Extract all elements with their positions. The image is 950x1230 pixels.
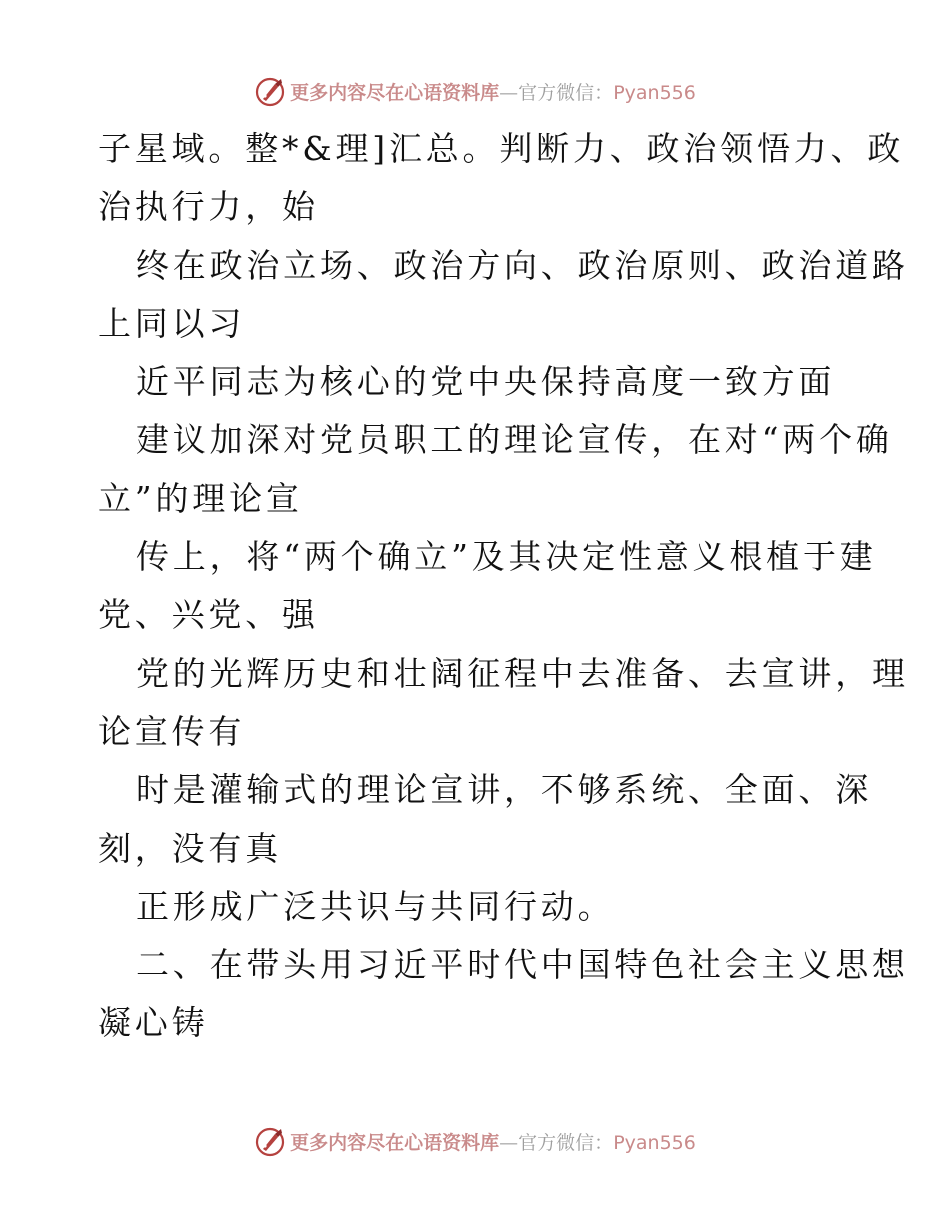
text-line: 时是灌输式的理论宣讲，不够系统、全面、深 xyxy=(136,770,872,810)
watermark-official-label: 官方微信： xyxy=(518,1131,614,1154)
text-line: 近平同志为核心的党中央保持高度一致方面 xyxy=(136,362,836,402)
text-line: 凝心铸 xyxy=(98,1003,209,1043)
quill-pen-logo-icon xyxy=(254,75,286,107)
watermark-official-label: 官方微信： xyxy=(518,81,614,104)
text-line: 建议加深对党员职工的理论宣传，在对“两个确 xyxy=(136,420,893,460)
text-line: 传上，将“两个确立”及其决定性意义根植于建 xyxy=(136,537,877,577)
watermark-text xyxy=(290,78,696,105)
quill-pen-logo-icon xyxy=(254,1125,286,1157)
text-line: 终在政治立场、政治方向、政治原则、政治道路 xyxy=(136,245,909,285)
watermark-dash: — xyxy=(499,1131,519,1154)
watermark-wechat-id: Pyan556 xyxy=(613,81,696,104)
watermark-text xyxy=(290,1128,696,1155)
text-line: 党、兴党、强 xyxy=(98,595,319,635)
watermark-main-text: 更多内容尽在心语资料库 xyxy=(290,81,500,104)
text-line: 上同以习 xyxy=(98,303,246,343)
document-body xyxy=(98,120,909,1053)
header-watermark xyxy=(0,71,950,111)
text-line: 治执行力，始 xyxy=(98,187,319,227)
watermark-main-text: 更多内容尽在心语资料库 xyxy=(290,1131,500,1154)
watermark-dash: — xyxy=(499,81,519,104)
text-line: 刻，没有真 xyxy=(98,828,282,868)
text-line: 二、在带头用习近平时代中国特色社会主义思想 xyxy=(136,945,909,985)
text-line: 党的光辉历史和壮阔征程中去准备、去宣讲，理 xyxy=(136,653,909,693)
footer-watermark xyxy=(0,1121,950,1161)
text-line: 正形成广泛共识与共同行动。 xyxy=(136,886,615,926)
text-line: 论宣传有 xyxy=(98,711,246,751)
text-line: 立”的理论宣 xyxy=(98,478,303,518)
text-line: 子星域。整*&理]汇总。判断力、政治领悟力、政 xyxy=(98,129,905,168)
watermark-wechat-id: Pyan556 xyxy=(613,1131,696,1154)
